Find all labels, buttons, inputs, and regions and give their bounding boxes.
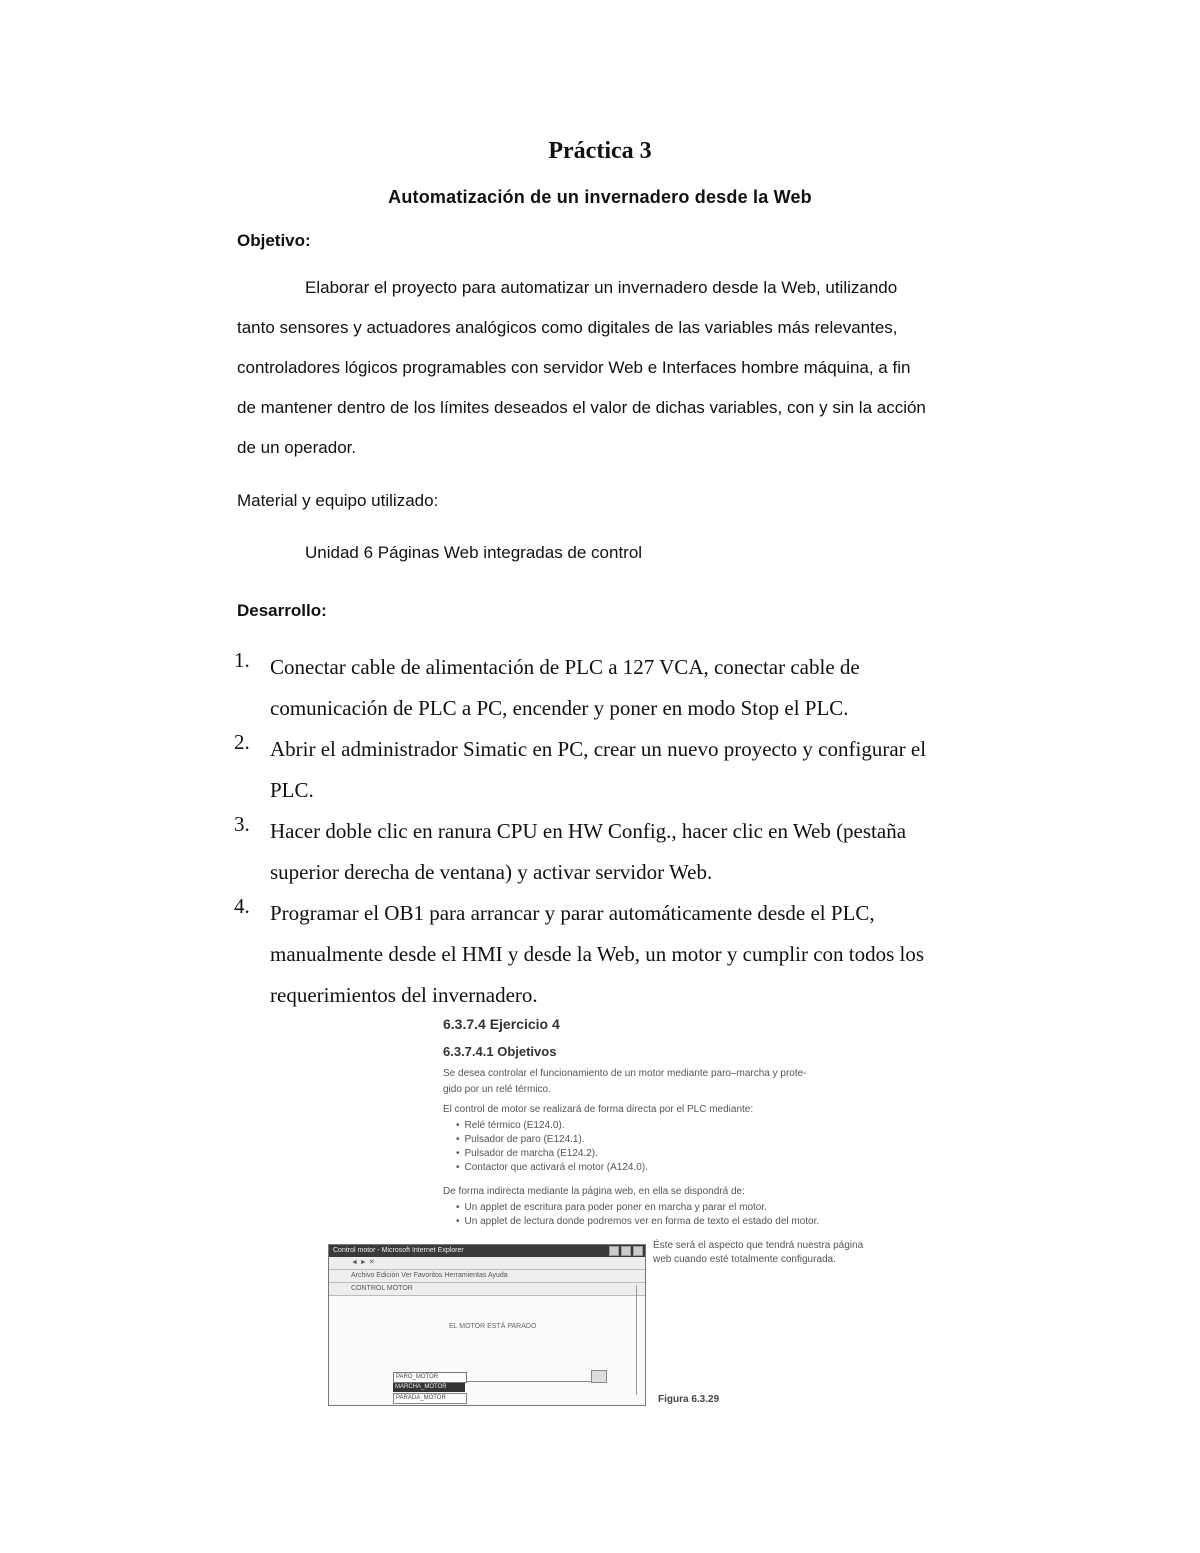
document-subtitle: Automatización de un invernadero desde la Web [388, 187, 812, 207]
objective-label: Objetivo: [237, 231, 311, 250]
scan-bullet: • Relé térmico (E124.0). [456, 1120, 565, 1131]
step-line: Programar el OB1 para arrancar y parar automáticamente desde el PLC, [270, 901, 875, 925]
unit-text: Unidad 6 Páginas Web integradas de control [305, 543, 643, 562]
screenshot-toolbar: ◄ ► ✕ [329, 1257, 645, 1270]
step-line: Hacer doble clic en ranura CPU en HW Config., hacer clic en Web (pestaña [270, 819, 907, 843]
step-item [234, 812, 1064, 894]
objective-line: tanto sensores y actuadores analógicos como digitales de las variables más relevantes, [237, 318, 898, 337]
scan-intro-line: gido por un relé térmico. [443, 1084, 551, 1095]
step-line: requerimientos del invernadero. [270, 983, 538, 1007]
scanned-figure [328, 1010, 873, 1410]
scan-caption-line: web cuando esté totalmente configurada. [653, 1254, 836, 1265]
step-number: 3. [234, 812, 250, 836]
scan-bullet: • Pulsador de paro (E124.1). [456, 1134, 585, 1145]
step-number: 2. [234, 730, 250, 754]
objective-line: de mantener dentro de los límites deseados el valor de dichas variables, con y sin la acción [237, 398, 926, 417]
scan-direct-line: El control de motor se realizará de forma directa por el PLC mediante: [443, 1104, 754, 1115]
screenshot-menu: Archivo Edición Ver Favoritos Herramientas Ayuda [329, 1270, 645, 1283]
document-title: Práctica 3 [548, 138, 652, 164]
step-line: comunicación de PLC a PC, encender y poner en modo Stop el PLC. [270, 696, 849, 720]
screenshot-message: EL MOTOR ESTÁ PARADO [449, 1323, 537, 1330]
screenshot-option: PARADA_MOTOR [393, 1393, 467, 1404]
scan-caption-line: Éste será el aspecto que tendrá nuestra página [653, 1240, 864, 1251]
screenshot-select: PARO_MOTOR [393, 1372, 467, 1383]
scan-bullet: • Un applet de escritura para poder poner en marcha y parar el motor. [456, 1202, 767, 1213]
screenshot-button [591, 1370, 607, 1383]
objective-paragraph [237, 268, 1037, 468]
step-number: 4. [234, 894, 250, 918]
material-label: Material y equipo utilizado: [237, 491, 439, 510]
objective-line: controladores lógicos programables con servidor Web e Interfaces hombre máquina, a fin [237, 358, 911, 377]
objective-line: de un operador. [237, 438, 357, 457]
step-line: manualmente desde el HMI y desde la Web, un motor y cumplir con todos los [270, 942, 925, 966]
figure-label: Figura 6.3.29 [658, 1394, 720, 1405]
development-label: Desarrollo: [237, 601, 327, 620]
scan-intro-line: Se desea controlar el funcionamiento de un motor mediante paro–marcha y prote- [443, 1068, 807, 1079]
screenshot-input [467, 1372, 597, 1382]
step-line: PLC. [270, 778, 314, 802]
screenshot-titlebar: Control motor - Microsoft Internet Explorer [329, 1245, 645, 1257]
browser-screenshot [328, 1244, 646, 1406]
screenshot-option: MARCHA_MOTOR [393, 1383, 465, 1392]
step-item [234, 730, 1064, 812]
scan-bullet: • Un applet de lectura donde podremos ver en forma de texto el estado del motor. [456, 1216, 819, 1227]
steps-list [234, 648, 1064, 1017]
screenshot-scrollbar [636, 1285, 641, 1395]
screenshot-address: CONTROL MOTOR [329, 1283, 645, 1296]
step-item [234, 894, 1064, 1017]
step-line: superior derecha de ventana) y activar servidor Web. [270, 860, 713, 884]
scan-indirect-line: De forma indirecta mediante la página web, en ella se dispondrá de: [443, 1186, 745, 1197]
step-number: 1. [234, 648, 250, 672]
objective-line: Elaborar el proyecto para automatizar un invernadero desde la Web, utilizando [305, 278, 898, 297]
scan-heading: 6.3.7.4 Ejercicio 4 [443, 1016, 560, 1032]
window-buttons [609, 1246, 643, 1256]
step-line: Abrir el administrador Simatic en PC, crear un nuevo proyecto y configurar el [270, 737, 927, 761]
scan-subheading: 6.3.7.4.1 Objetivos [443, 1044, 557, 1059]
scan-bullet: • Contactor que activará el motor (A124.0). [456, 1162, 648, 1173]
step-line: Conectar cable de alimentación de PLC a 127 VCA, conectar cable de [270, 655, 860, 679]
scan-bullet: • Pulsador de marcha (E124.2). [456, 1148, 598, 1159]
step-item [234, 648, 1064, 730]
